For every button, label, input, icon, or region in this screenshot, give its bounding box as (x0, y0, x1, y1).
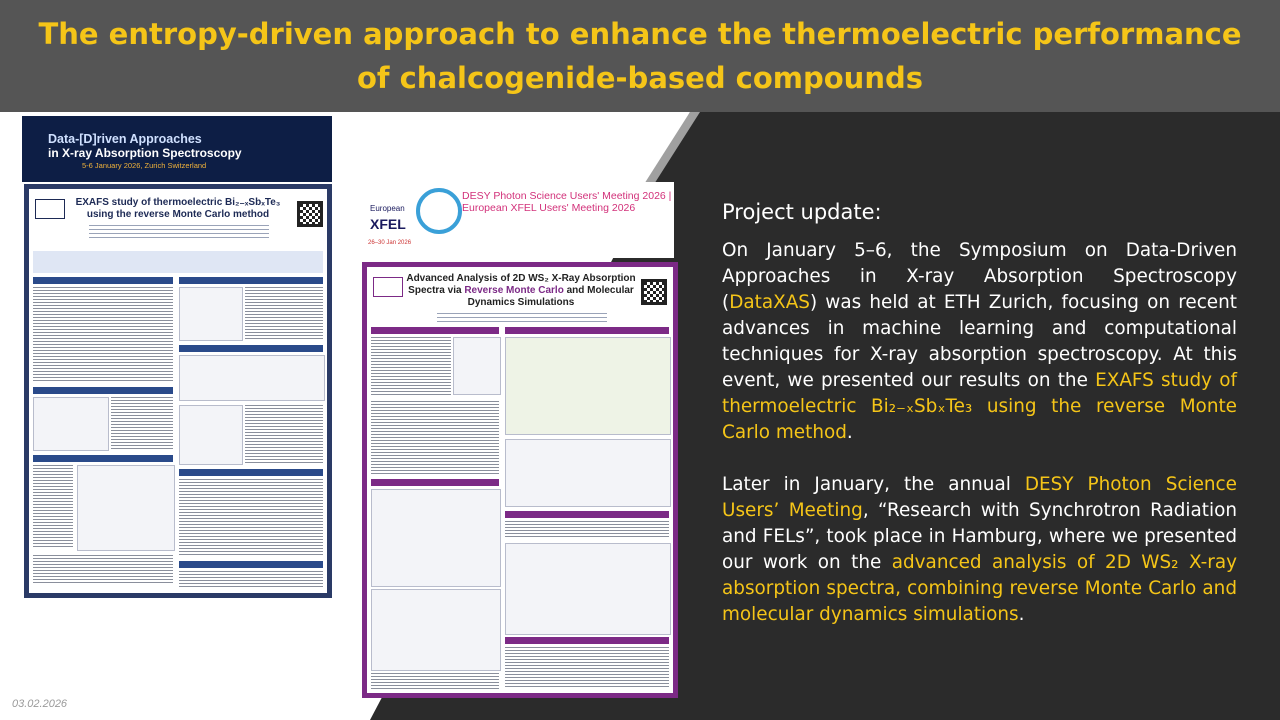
section-header (179, 345, 323, 352)
figure (179, 355, 325, 401)
figure (505, 439, 671, 507)
highlight-desy-meeting: DESY Photon Science Users’ Meeting (722, 474, 1237, 521)
text-block (371, 337, 451, 397)
figure (371, 489, 501, 587)
banner-line3: 5-6 January 2026, Zurich Switzerland (82, 161, 207, 170)
slide-title: The entropy-driven approach to enhance the thermoelectric performance of chalcogenide-based compounds (38, 17, 1242, 95)
xfel-brand-text: European (370, 204, 405, 213)
poster-title: Advanced Analysis of 2D WS₂ X-Ray Absorption Spectra via Reverse Monte Carlo and Molecular Dynamics Simulations (406, 273, 636, 308)
section-header (505, 637, 669, 644)
section-header (179, 277, 323, 284)
figure (505, 337, 671, 435)
figure (33, 397, 109, 451)
text-block (33, 555, 173, 585)
meeting-dates: 26–30 Jan 2026 (368, 240, 412, 246)
highlight-exafs-study: EXAFS study of thermoelectric Bi₂₋ₓSbₓTe₃ using the reverse Monte Carlo method (722, 370, 1237, 443)
ws2-poster (362, 262, 678, 698)
meeting-name: DESY Photon Science Users' Meeting 2026 | European XFEL Users' Meeting 2026 (462, 190, 672, 214)
text-block (371, 401, 499, 475)
section-header (33, 455, 173, 462)
section-header (179, 469, 323, 476)
poster-authors (437, 313, 607, 323)
exafs-poster (24, 184, 332, 598)
section-header (33, 387, 173, 394)
section-header (179, 561, 323, 568)
section-header (371, 327, 499, 334)
figure (77, 465, 175, 551)
slide-date: 03.02.2026 (12, 698, 68, 710)
poster-title: EXAFS study of thermoelectric Bi₂₋ₓSbₓTe₃ using the reverse Monte Carlo method (75, 197, 281, 220)
section-header (371, 479, 499, 486)
institute-logo (35, 199, 65, 219)
figure (505, 543, 671, 635)
banner-line1: Data-[D]riven Approaches (48, 132, 202, 146)
text-block (505, 521, 669, 539)
figure (453, 337, 501, 395)
qr-code-icon (297, 201, 323, 227)
text-block (111, 397, 173, 449)
highlight-ws2-analysis: advanced analysis of 2D WS₂ X-ray absorption spectra, combining reverse Monte Carlo and molecular dynamics simulations (722, 552, 1237, 625)
text-block (179, 571, 323, 589)
section-header (33, 277, 173, 284)
desy-logo (416, 188, 462, 234)
qr-code-icon (641, 279, 667, 305)
poster-abstract (33, 251, 323, 273)
paragraph-desy: Later in January, the annual DESY Photon Science Users’ Meeting, “Research with Synchrotron Radiation and FELs”, took place in Hamburg, where we presented our work on the advanced analysis of 2D WS₂ X-ray absorption spectra, combining reverse Monte Carlo and molecular dynamics simulations. (722, 474, 1237, 625)
text-block (33, 287, 173, 383)
xfel-text: XFEL (370, 216, 406, 232)
figure (371, 589, 501, 671)
project-update-text (722, 200, 1237, 628)
poster-authors (89, 225, 269, 239)
institute-logo (373, 277, 403, 297)
text-block (179, 479, 323, 555)
section-header (505, 327, 669, 334)
title-bar (0, 0, 1280, 112)
xfel-logo (368, 190, 410, 246)
text-block (245, 287, 323, 339)
figure (179, 287, 243, 341)
references (371, 673, 499, 689)
banner-line2: in X-ray Absorption Spectroscopy (48, 146, 242, 160)
desy-banner (364, 182, 674, 258)
text-block (33, 465, 73, 549)
highlight-dataxas: DataXAS (729, 292, 810, 313)
dataxas-banner (22, 116, 332, 182)
text-block (505, 647, 669, 687)
paragraph-dataxas: On January 5–6, the Symposium on Data-Driven Approaches in X-ray Absorption Spectroscopy (DataXAS) was held at ETH Zurich, focusing on recent advances in machine learning and computational techniques for X-ray absorption spectroscopy. At this event, we presented our results on the EXAFS study of thermoelectric Bi₂₋ₓSbₓTe₃ using the reverse Monte Carlo method. (722, 240, 1237, 443)
text-block (245, 405, 323, 463)
figure (179, 405, 243, 465)
section-heading: Project update: (722, 200, 882, 224)
section-header (505, 511, 669, 518)
